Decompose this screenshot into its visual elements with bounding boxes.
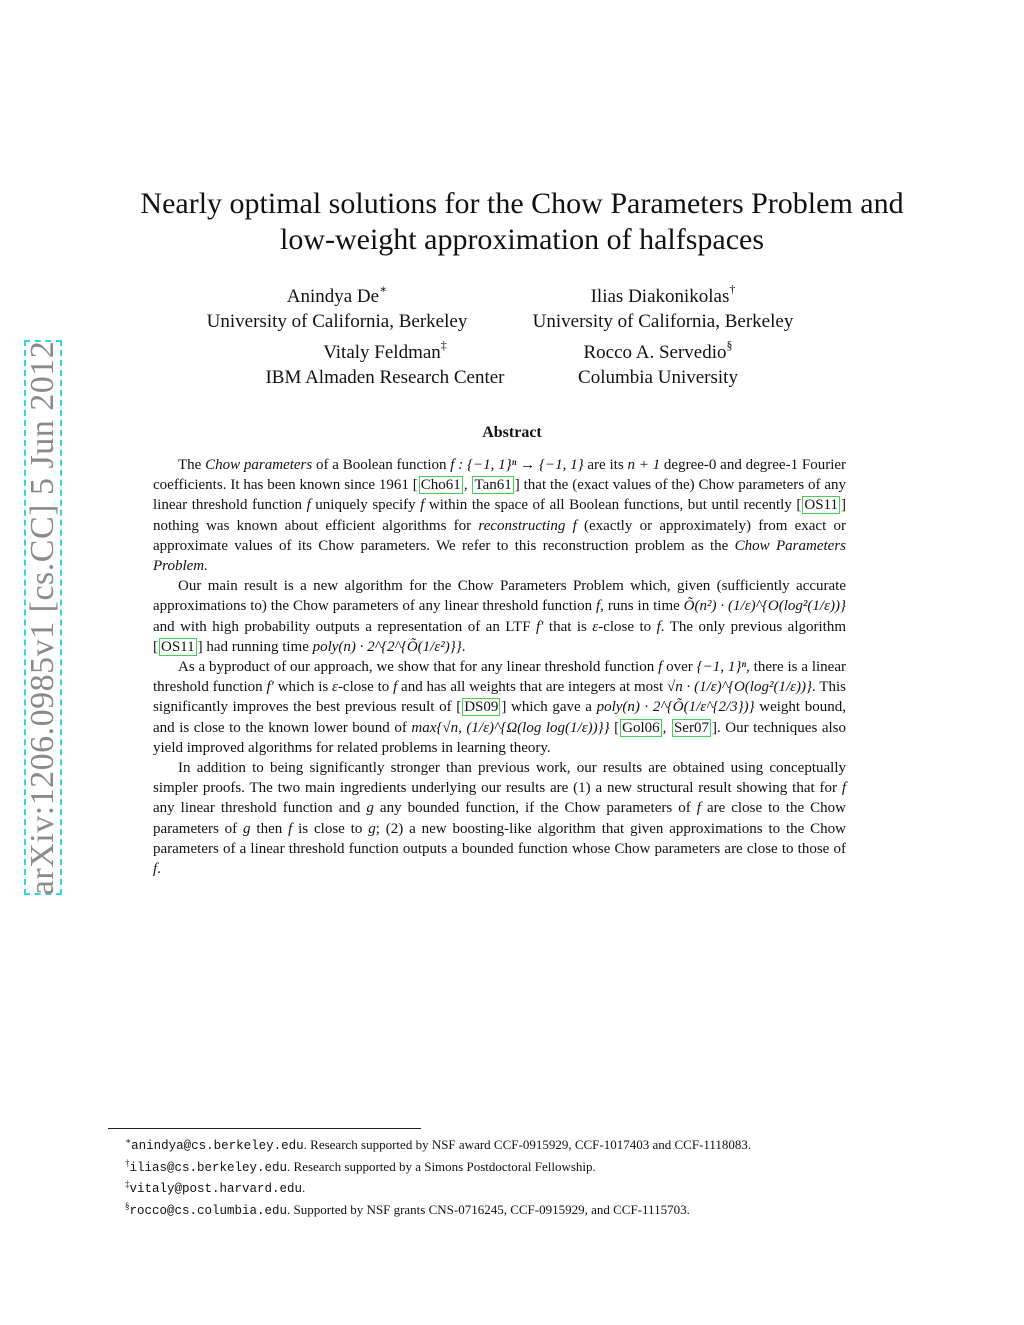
- abstract-paragraph-2: Our main result is a new algorithm for the Chow Parameters Problem which, given (sufficiently accurate approximations to) the Chow parameters of any linear threshold function f, runs in time Õ(n²) · (1/ε)^{O(log²(1/ε))} and with high probability outputs a representation of an LTF f′ that is ε-close to f. The only previous algorithm [ OS11 ] had running time poly(n) · 2^{2^{Õ(1/ε²)}}.: [153, 578, 846, 655]
- citation-link[interactable]: Gol06: [622, 719, 660, 736]
- citation-link[interactable]: Tan61: [474, 477, 512, 494]
- citation-link[interactable]: Cho61: [420, 477, 461, 494]
- footnote-mark: †: [729, 282, 736, 296]
- email-link[interactable]: ilias@cs.berkeley.edu: [129, 1160, 288, 1175]
- author-name: Anindya De: [286, 286, 380, 307]
- author-block-de: [198, 284, 476, 334]
- author-affiliation: Columbia University: [578, 367, 738, 388]
- footnote-divider: [108, 1128, 421, 1129]
- author-block-diakonikolas: [524, 284, 802, 334]
- footnote-mark: ∗: [379, 282, 388, 296]
- title-line-2: low-weight approximation of halfspaces: [279, 223, 765, 256]
- footnote: ∗anindya@cs.berkeley.edu. Research supported by NSF award CCF-0915929, CCF-1017403 and CCF-1118083.: [125, 1136, 752, 1153]
- title-line-1: Nearly optimal solutions for the Chow Parameters Problem and: [140, 187, 904, 220]
- paper-title: [110, 186, 934, 258]
- author-block-feldman: [246, 340, 524, 390]
- footnote-mark: ‡: [440, 338, 447, 352]
- author-name: Rocco A. Servedio: [583, 342, 727, 363]
- email-link[interactable]: rocco@cs.columbia.edu: [129, 1203, 288, 1218]
- abstract-body: [153, 455, 846, 879]
- footnote: ‡vitaly@post.harvard.edu.: [125, 1179, 306, 1196]
- abstract-paragraph-4: In addition to being significantly stronger than previous work, our results are obtained using conceptually simpler proofs. The two main ingredients underlying our results are (1) a new structural result showing that for f any linear threshold function and g any bounded function, if the Chow parameters of f are close to the Chow parameters of g then f is close to g; (2) a new boosting-like algorithm that given approximations to the Chow parameters of a linear threshold function outputs a bounded function whose Chow parameters are close to those of f.: [153, 760, 847, 878]
- email-link[interactable]: vitaly@post.harvard.edu: [129, 1182, 303, 1196]
- footnote: §rocco@cs.columbia.edu. Supported by NSF grants CNS-0716245, CCF-0915929, and CCF-1115703.: [125, 1200, 690, 1218]
- arxiv-identifier: arXiv:1206.0985v1 [cs.CC] 5 Jun 2012: [24, 340, 61, 895]
- author-name: Vitaly Feldman: [323, 342, 441, 363]
- citation-link[interactable]: OS11: [804, 497, 838, 514]
- abstract-heading: Abstract: [482, 424, 542, 441]
- footnote-mark: §: [726, 338, 733, 352]
- abstract-paragraph-1: The Chow parameters of a Boolean function f : {−1, 1}ⁿ → {−1, 1} are its n + 1 degree-0 and degree-1 Fourier coefficients. It has been known since 1961 [ Cho61 , Tan61 ] that the (exact values of the) Chow parameters of any linear threshold function f uniquely specify f within the space of all Boolean functions, but until recently [ OS11 ] nothing was known about efficient algorithms for reconstructing f (exactly or approximately) from exact or approximate values of its Chow parameters. We refer to this reconstruction problem as the Chow Parameters Problem.: [153, 457, 847, 575]
- author-affiliation: University of California, Berkeley: [532, 311, 794, 332]
- author-affiliation: IBM Almaden Research Center: [265, 367, 505, 388]
- email-link[interactable]: anindya@cs.berkeley.edu: [131, 1139, 304, 1153]
- author-affiliation: University of California, Berkeley: [206, 311, 468, 332]
- footnote: †ilias@cs.berkeley.edu. Research supported by a Simons Postdoctoral Fellowship.: [125, 1157, 596, 1175]
- footnotes: [125, 1135, 905, 1221]
- citation-link[interactable]: DS09: [464, 699, 499, 716]
- citation-link[interactable]: OS11: [161, 638, 195, 655]
- author-block-servedio: [519, 340, 797, 390]
- abstract-paragraph-3: As a byproduct of our approach, we show that for any linear threshold function f over {−1, 1}ⁿ, there is a linear threshold function f′ which is ε-close to f and has all weights that are integers at most √n · (1/ε)^{O(log²(1/ε))}. This significantly improves the best previous result of [ DS09 ] which gave a poly(n) · 2^{Õ(1/ε^{2/3})} weight bound, and is close to the known lower bound of max{√n, (1/ε)^{Ω(log log(1/ε))}} [ Gol06 , Ser07 ]. Our techniques also yield improved algorithms for related problems in learning theory.: [153, 659, 846, 756]
- author-name: Ilias Diakonikolas: [590, 286, 730, 307]
- citation-link[interactable]: Ser07: [673, 719, 709, 736]
